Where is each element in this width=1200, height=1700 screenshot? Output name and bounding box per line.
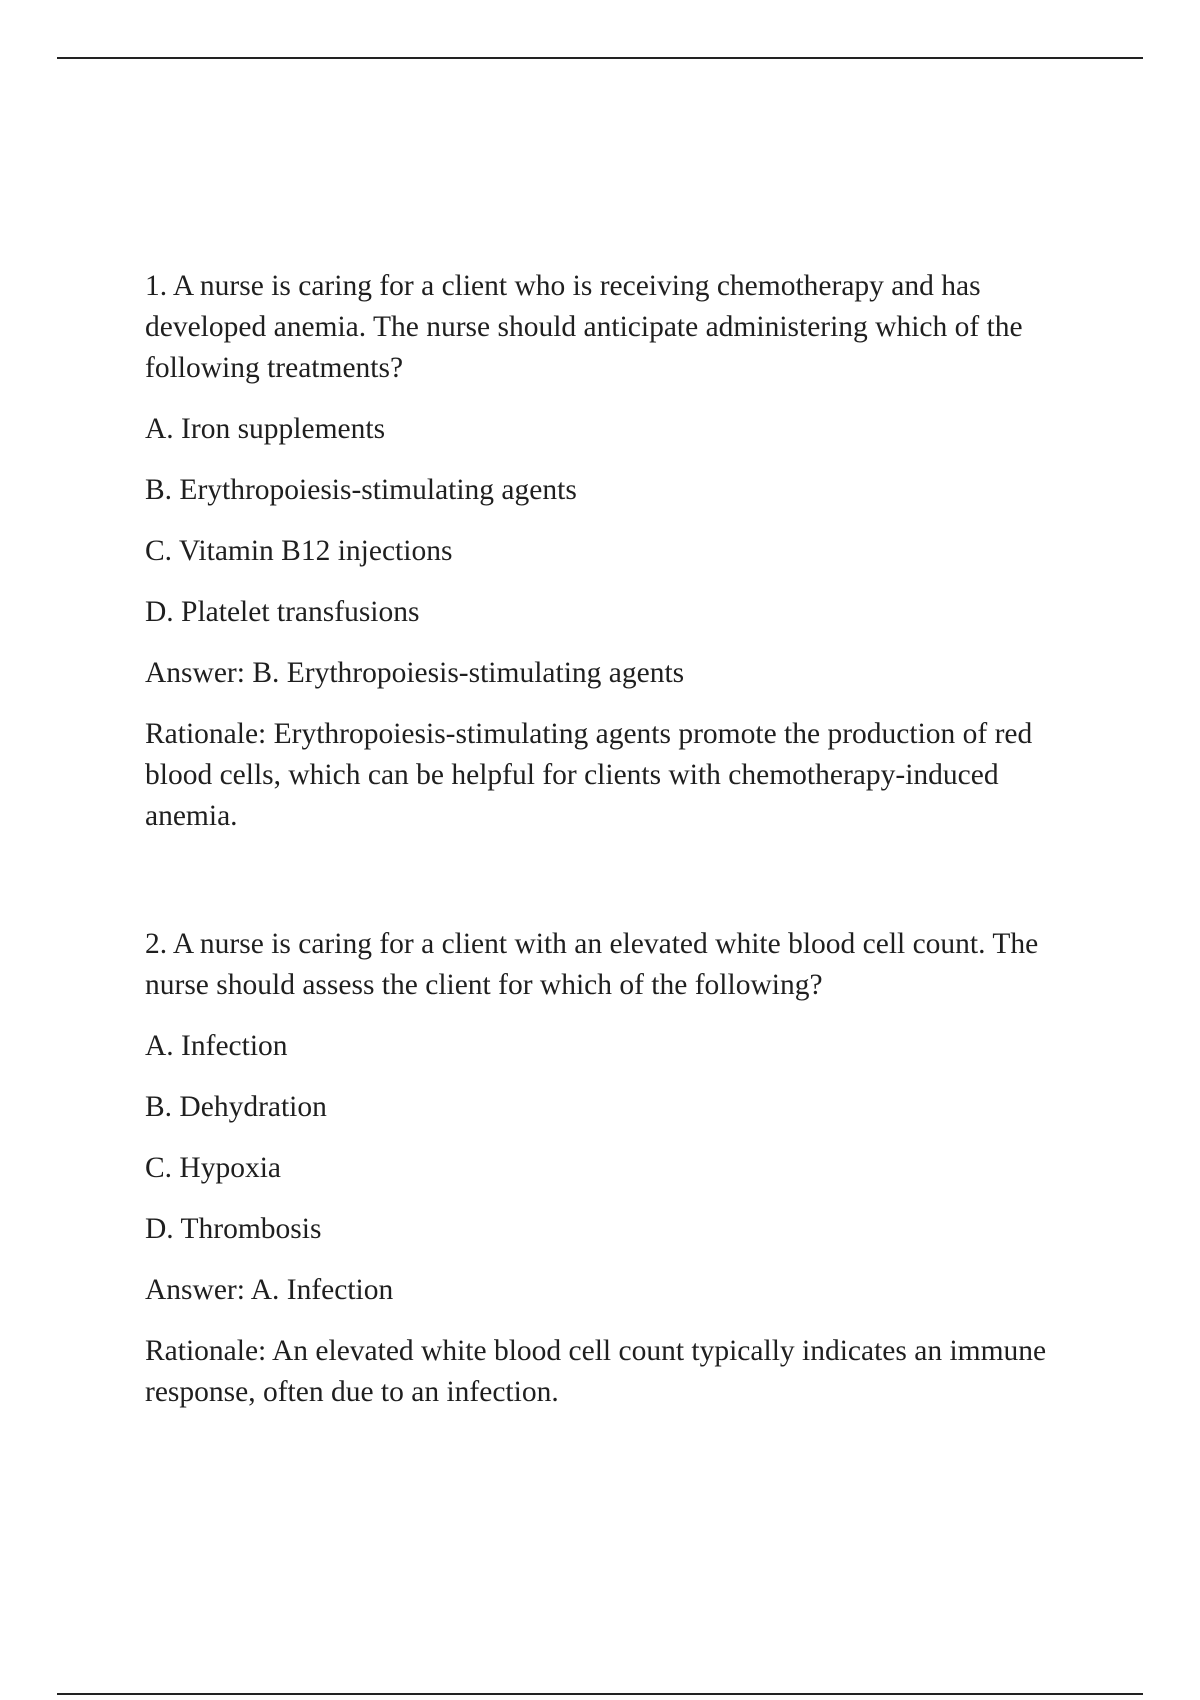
answer-line: Answer: A. Infection [145, 1274, 394, 1306]
question-stem: 2. A nurse is caring for a client with an elevated white blood cell count. The nurse should assess the client for which of the following? [145, 928, 1039, 1001]
option-d: D. Thrombosis [145, 1213, 322, 1245]
answer-line: Answer: B. Erythropoiesis-stimulating agents [145, 657, 685, 689]
option-d: D. Platelet transfusions [145, 596, 420, 628]
header-rule [57, 57, 1143, 59]
option-b: B. Dehydration [145, 1091, 327, 1123]
option-b: B. Erythropoiesis-stimulating agents [145, 474, 577, 506]
question-block-1 [145, 266, 1095, 837]
footer-rule [57, 1693, 1143, 1695]
rationale-text: Rationale: An elevated white blood cell count typically indicates an immune response, often due to an infection. [145, 1335, 1047, 1408]
option-a: A. Iron supplements [145, 413, 386, 445]
question-stem: 1. A nurse is caring for a client who is receiving chemotherapy and has developed anemia. The nurse should anticipate administering which of the following treatments? [145, 270, 1023, 384]
question-block-2 [145, 924, 1095, 1413]
option-c: C. Vitamin B12 injections [145, 535, 453, 567]
rationale-text: Rationale: Erythropoiesis-stimulating agents promote the production of red blood cells, which can be helpful for clients with chemotherapy-induced anemia. [145, 718, 1033, 832]
option-c: C. Hypoxia [145, 1152, 282, 1184]
option-a: A. Infection [145, 1030, 288, 1062]
